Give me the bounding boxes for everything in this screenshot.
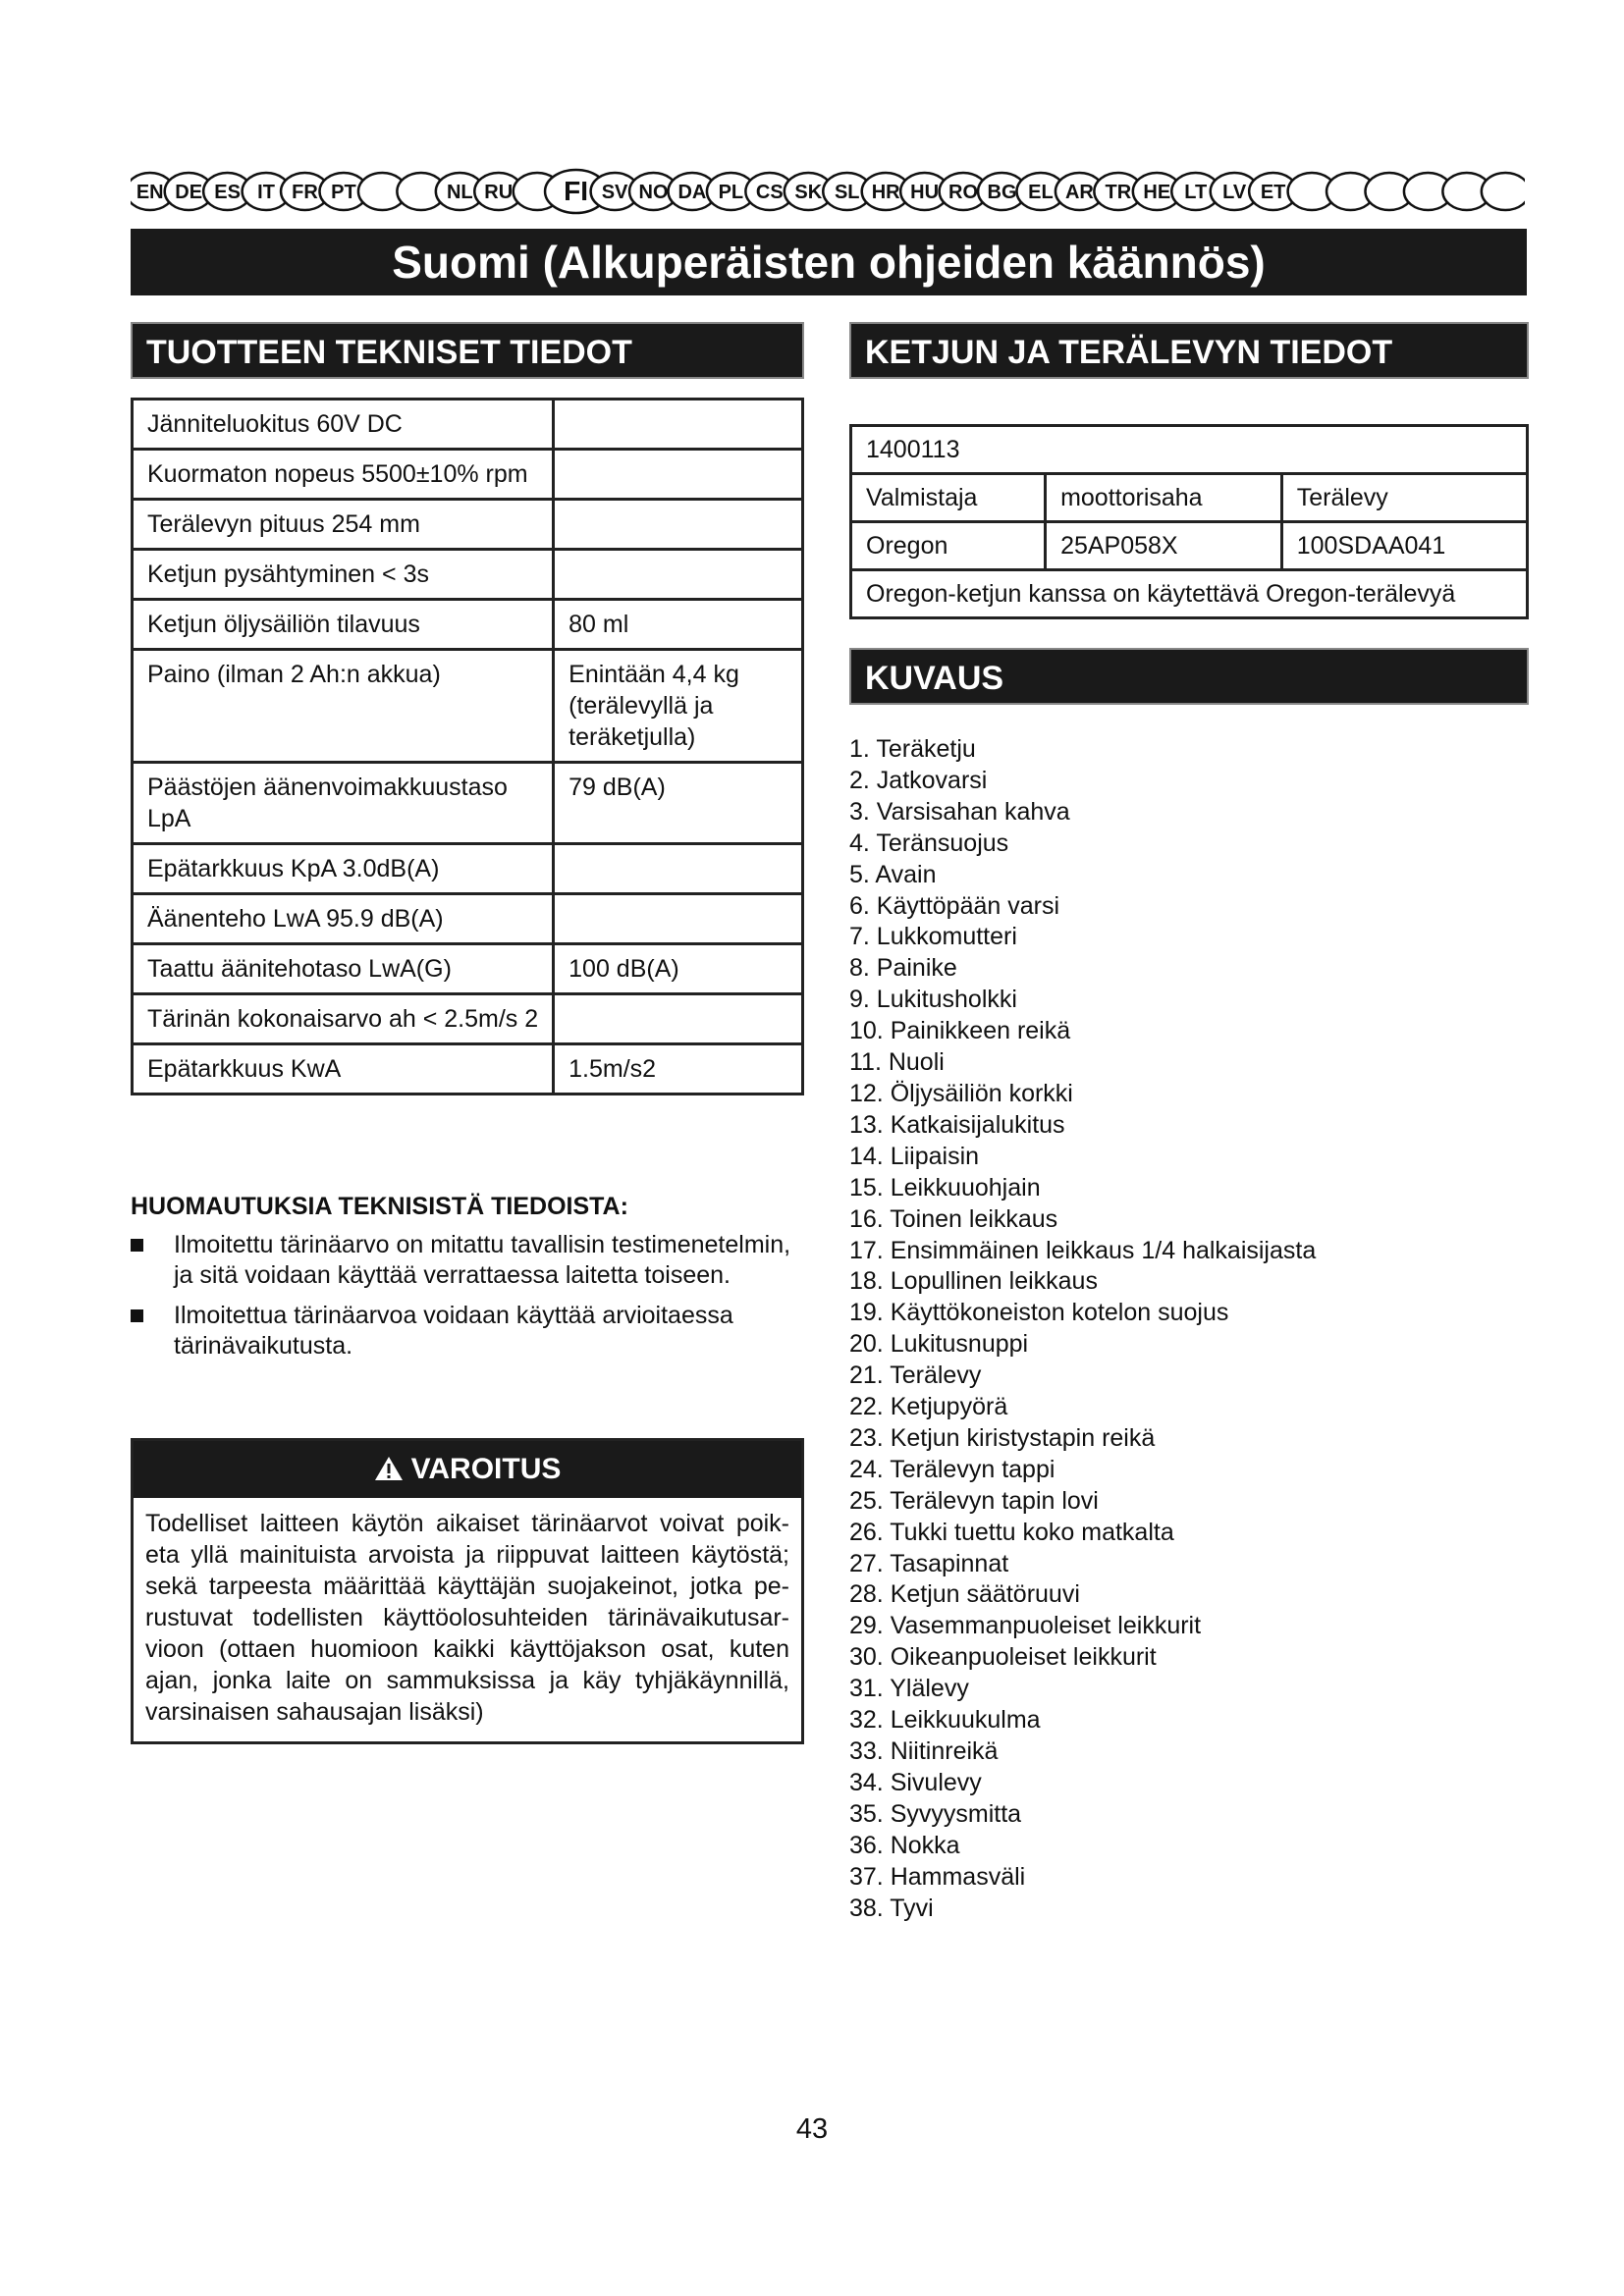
language-code: PT: [331, 182, 356, 203]
language-code: LV: [1222, 182, 1247, 203]
language-code: DA: [677, 182, 707, 203]
spec-value: 1.5m/s2: [554, 1044, 803, 1095]
chain-table: [849, 424, 1529, 619]
spec-row: [133, 500, 803, 550]
warning-title: VAROITUS: [410, 1453, 562, 1485]
warning-box: [131, 1438, 804, 1744]
bullet-icon: [131, 1239, 143, 1252]
language-code: NO: [638, 182, 669, 203]
parts-list-item: 24. Terälevyn tappi: [849, 1455, 1056, 1483]
note-text: Ilmoitettu tärinäarvo on mitattu tavallisin testimenetelmin, ja sitä voidaan käyttää verrattaessa laitetta toiseen.: [174, 1231, 791, 1289]
parts-list-item: 5. Avain: [849, 860, 937, 888]
notes-title: HUOMAUTUKSIA TEKNISISTÄ TIEDOISTA:: [131, 1193, 628, 1220]
spec-row: [133, 1044, 803, 1095]
warning-icon: [374, 1456, 404, 1481]
language-code: BG: [987, 182, 1017, 203]
spec-value: 80 ml: [554, 600, 803, 650]
parts-list-item: 36. Nokka: [849, 1831, 960, 1859]
language-code: DE: [175, 182, 203, 203]
chain-model: 1400113: [851, 426, 1528, 474]
spec-label: Paino (ilman 2 Ah:n akkua): [133, 650, 554, 763]
bullet-icon: [131, 1309, 143, 1322]
language-code: HU: [910, 182, 940, 203]
language-code: PL: [718, 182, 744, 203]
parts-list-item: 34. Sivulevy: [849, 1768, 982, 1796]
parts-list-item: 17. Ensimmäinen leikkaus 1/4 halkaisijasta: [849, 1236, 1317, 1264]
page-title: Suomi (Alkuperäisten ohjeiden käännös): [131, 229, 1527, 295]
parts-list-item: 3. Varsisahan kahva: [849, 797, 1070, 826]
spec-value: [554, 450, 803, 500]
language-code: ES: [214, 182, 241, 203]
spec-row: [133, 650, 803, 763]
chain-cell: 100SDAA041: [1281, 522, 1527, 570]
parts-list-item: 33. Niitinreikä: [849, 1737, 999, 1765]
note-item: [131, 1301, 798, 1362]
spec-row: [133, 550, 803, 600]
parts-list-item: 27. Tasapinnat: [849, 1549, 1009, 1577]
language-code: AR: [1064, 182, 1094, 203]
chain-heading: KETJUN JA TERÄLEVYN TIEDOT: [849, 322, 1529, 379]
parts-list-item: 4. Teränsuojus: [849, 828, 1009, 857]
chain-header-cell: Terälevy: [1281, 474, 1527, 522]
spec-row: [133, 450, 803, 500]
spec-row: [133, 763, 803, 844]
spec-value: [554, 844, 803, 894]
parts-list-item: 9. Lukitusholkki: [849, 986, 1017, 1014]
parts-list-item: 37. Hammasväli: [849, 1862, 1026, 1891]
language-tabs: [131, 167, 1525, 216]
spec-row: [133, 400, 803, 450]
note-text: Ilmoitettua tärinäarvoa voidaan käyttää arvioitaessa tärinävaikutusta.: [174, 1302, 733, 1360]
spec-label: Päästöjen äänenvoimakkuustaso LpA: [133, 763, 554, 844]
parts-list-item: 18. Lopullinen leikkaus: [849, 1267, 1098, 1296]
parts-list-item: 16. Toinen leikkaus: [849, 1204, 1058, 1233]
language-code: FI: [564, 176, 589, 206]
parts-list-item: 13. Katkaisijalukitus: [849, 1110, 1065, 1139]
parts-list-item: 21. Terälevy: [849, 1362, 982, 1390]
spec-row: [133, 600, 803, 650]
spec-row: [133, 944, 803, 994]
spec-label: Ketjun öljysäiliön tilavuus: [133, 600, 554, 650]
parts-list-item: 28. Ketjun säätöruuvi: [849, 1580, 1080, 1609]
spec-row: [133, 894, 803, 944]
spec-label: Epätarkkuus KwA: [133, 1044, 554, 1095]
language-code: FR: [292, 182, 318, 203]
parts-list-item: 26. Tukki tuettu koko matkalta: [849, 1518, 1174, 1546]
spec-value: [554, 400, 803, 450]
parts-list-item: 7. Lukkomutteri: [849, 923, 1017, 951]
language-code: EN: [135, 182, 164, 203]
language-code: HE: [1143, 182, 1171, 203]
spec-label: Tärinän kokonaisarvo ah < 2.5m/s 2: [133, 994, 554, 1044]
note-item: [131, 1230, 798, 1291]
parts-list-item: 38. Tyvi: [849, 1894, 934, 1922]
specs-table: [131, 398, 804, 1095]
language-code: RO: [948, 182, 979, 203]
parts-list: [849, 734, 1527, 1924]
parts-list-item: 11. Nuoli: [849, 1048, 945, 1077]
parts-list-item: 25. Terälevyn tapin lovi: [849, 1486, 1099, 1515]
spec-value: [554, 500, 803, 550]
chain-note: Oregon-ketjun kanssa on käytettävä Oregon-terälevyä: [851, 570, 1528, 618]
language-code: SV: [601, 182, 628, 203]
page-number: 43: [795, 2113, 829, 2145]
chain-header-cell: Valmistaja: [851, 474, 1046, 522]
parts-list-item: 1. Teräketju: [849, 735, 976, 763]
spec-label: Kuormaton nopeus 5500±10% rpm: [133, 450, 554, 500]
language-code: RU: [484, 182, 514, 203]
parts-list-item: 20. Lukitusnuppi: [849, 1330, 1029, 1359]
chain-header-cell: moottorisaha: [1046, 474, 1282, 522]
parts-list-item: 8. Painike: [849, 954, 957, 983]
chain-cell: 25AP058X: [1046, 522, 1282, 570]
parts-list-item: 22. Ketjupyörä: [849, 1393, 1008, 1421]
language-code: ET: [1260, 182, 1286, 203]
parts-list-item: 6. Käyttöpään varsi: [849, 891, 1060, 920]
parts-list-item: 2. Jatkovarsi: [849, 766, 988, 794]
language-code: TR: [1105, 182, 1132, 203]
parts-list-item: 35. Syvyysmitta: [849, 1799, 1022, 1828]
spec-value: [554, 994, 803, 1044]
language-code: EL: [1028, 182, 1054, 203]
parts-list-item: 23. Ketjun kiristystapin reikä: [849, 1423, 1156, 1452]
language-code: SK: [794, 182, 823, 203]
spec-value: 79 dB(A): [554, 763, 803, 844]
spec-value: [554, 894, 803, 944]
spec-label: Epätarkkuus KpA 3.0dB(A): [133, 844, 554, 894]
parts-list-item: 12. Öljysäiliön korkki: [849, 1079, 1073, 1107]
language-tab: [1482, 173, 1525, 210]
spec-label: Terälevyn pituus 254 mm: [133, 500, 554, 550]
spec-label: Taattu äänitehotaso LwA(G): [133, 944, 554, 994]
parts-list-item: 19. Käyttökoneiston kotelon suojus: [849, 1299, 1229, 1327]
parts-list-item: 30. Oikeanpuoleiset leikkurit: [849, 1643, 1157, 1672]
parts-list-item: 29. Vasemmanpuoleiset leikkurit: [849, 1612, 1202, 1640]
spec-value: 100 dB(A): [554, 944, 803, 994]
warning-header: [134, 1441, 801, 1498]
parts-list-item: 15. Leikkuuohjain: [849, 1173, 1041, 1201]
notes-list: [131, 1230, 798, 1371]
language-code: HR: [871, 182, 900, 203]
parts-list-item: 10. Painikkeen reikä: [849, 1017, 1071, 1045]
chain-cell: Oregon: [851, 522, 1046, 570]
language-code: SL: [834, 182, 860, 203]
warning-text: Todelliset laitteen käytön aikaiset tärinäarvot voivat poik-eta yllä mainituista arvoista ja riippuvat laitteen käytöstä; sekä tarpeesta määrittää käyttäjän suojakeinot, jotka pe-rustuvat todellisten käyttöolosuhteiden tärinävaikutusar-vioon (ottaen huomioon kaikki käyttöjakson osat, kuten ajan, jonka laite on sammuksissa ja käy tyhjäkäynnillä, varsinaisen sahausajan lisäksi): [145, 1510, 789, 1726]
parts-list-item: 31. Ylälevy: [849, 1675, 969, 1703]
language-code: NL: [446, 182, 473, 203]
spec-value: Enintään 4,4 kg (terälevyllä ja teräketjulla): [554, 650, 803, 763]
language-code: IT: [257, 182, 275, 203]
language-code: LT: [1184, 182, 1208, 203]
parts-list-item: 14. Liipaisin: [849, 1142, 980, 1170]
spec-value: [554, 550, 803, 600]
specs-heading: TUOTTEEN TEKNISET TIEDOT: [131, 322, 804, 379]
parts-list-item: 32. Leikkuukulma: [849, 1706, 1041, 1735]
description-heading: KUVAUS: [849, 648, 1529, 705]
spec-label: Äänenteho LwA 95.9 dB(A): [133, 894, 554, 944]
spec-label: Ketjun pysähtyminen < 3s: [133, 550, 554, 600]
language-tab-strip: [131, 167, 1525, 216]
spec-row: [133, 994, 803, 1044]
spec-label: Jänniteluokitus 60V DC: [133, 400, 554, 450]
spec-row: [133, 844, 803, 894]
language-code: CS: [755, 182, 784, 203]
